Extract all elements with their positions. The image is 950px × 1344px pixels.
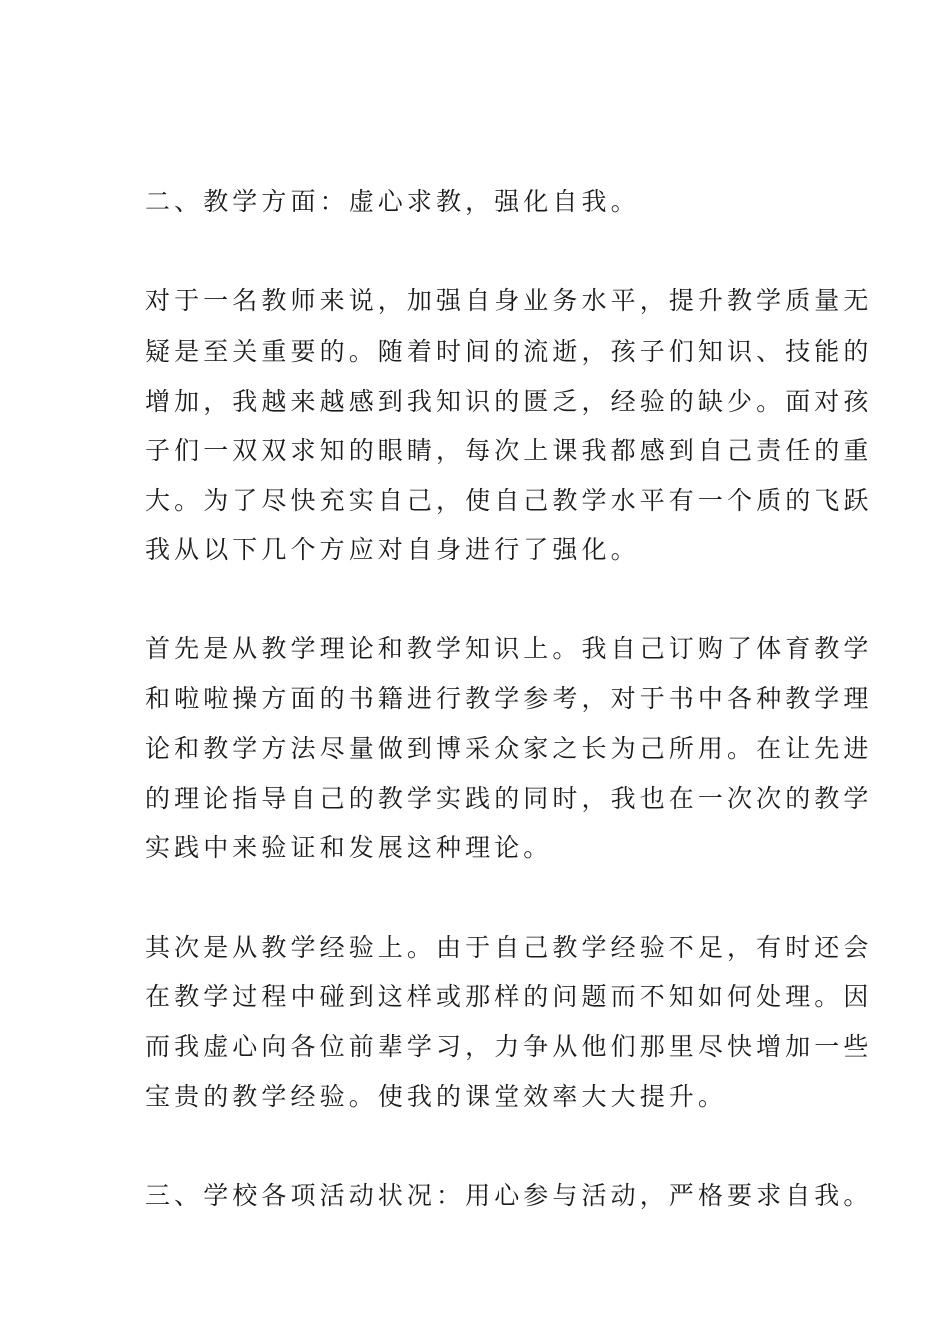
paragraph-line: 在教学过程中碰到这样或那样的问题而不知如何处理。因	[145, 982, 873, 1011]
section-heading: 二、教学方面：虚心求教，强化自我。	[145, 187, 640, 216]
paragraph-line: 其次是从教学经验上。由于自己教学经验不足，有时还会	[145, 933, 873, 962]
paragraph-line: 宝贵的教学经验。使我的课堂效率大大提升。	[145, 1082, 728, 1111]
paragraph-line: 的理论指导自己的教学实践的同时，我也在一次次的教学	[145, 784, 873, 813]
paragraph-line: 增加，我越来越感到我知识的匮乏，经验的缺少。面对孩	[145, 387, 873, 416]
paragraph-line: 子们一双双求知的眼睛，每次上课我都感到自己责任的重	[145, 436, 873, 465]
paragraph-line: 论和教学方法尽量做到博采众家之长为己所用。在让先进	[145, 734, 873, 763]
section-heading: 三、学校各项活动状况：用心参与活动，严格要求自我。	[145, 1181, 873, 1210]
paragraph-line: 大。为了尽快充实自己，使自己教学水平有一个质的飞跃	[145, 486, 873, 515]
paragraph-line: 首先是从教学理论和教学知识上。我自己订购了体育教学	[145, 634, 873, 663]
paragraph-line: 我从以下几个方应对自身进行了强化。	[145, 535, 640, 564]
paragraph-line: 和啦啦操方面的书籍进行教学参考，对于书中各种教学理	[145, 684, 873, 713]
paragraph-line: 对于一名教师来说，加强自身业务水平，提升教学质量无	[145, 286, 873, 315]
paragraph-line: 实践中来验证和发展这种理论。	[145, 833, 553, 862]
paragraph-line: 疑是至关重要的。随着时间的流逝，孩子们知识、技能的	[145, 337, 873, 366]
paragraph-line: 而我虚心向各位前辈学习，力争从他们那里尽快增加一些	[145, 1032, 873, 1061]
